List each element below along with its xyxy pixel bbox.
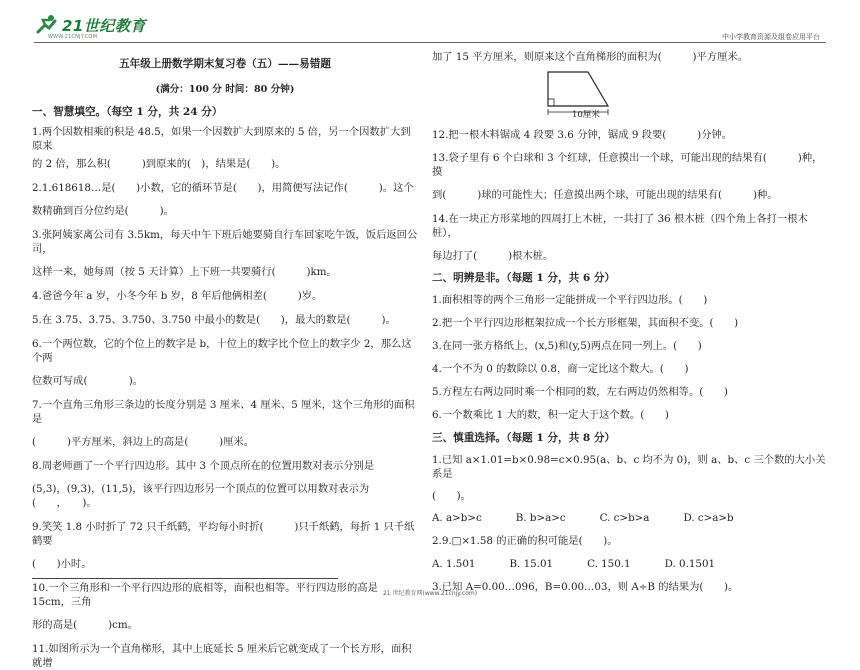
question-line: 7.一个直角三角形三条边的长度分别是 3 厘米、4 厘米、5 厘米，这个三角形的面积是 <box>32 399 415 425</box>
question-line: 11.如图所示为一个直角梯形，其中上底延长 5 厘米后它就变成了一个长方形，面积就增 <box>32 643 412 669</box>
question-line: 4.爸爸今年 a 岁，小冬今年 b 岁，8 年后他俩相差( )岁。 <box>32 290 323 302</box>
page-header <box>0 0 860 42</box>
judge-item: 4.一个不为 0 的数除以 0.8，商一定比这个数大。( ) <box>432 363 689 375</box>
right-column <box>432 50 832 594</box>
judge-item: 6.一个数乘比 1 大的数，积一定大于这个数。( ) <box>432 409 669 421</box>
option-b: B. 15.01 <box>509 558 554 570</box>
footer-divider <box>32 578 338 579</box>
question-line: 2.1.618618…是( )小数，它的循环节是( )，用简便写法记作( )。这个 <box>32 182 414 194</box>
option-b: B. b>a>c <box>515 512 566 524</box>
option-c: C. 150.1 <box>587 558 631 570</box>
brand-logo-text: 21世纪教育 <box>62 16 146 35</box>
option-a: A. 1.501 <box>432 558 476 570</box>
page-footer: 21 世纪教育网(www.21cnjy.com) <box>382 590 478 597</box>
option-a: A. a>b>c <box>432 512 482 524</box>
question-line: 12.把一根木料锯成 4 段要 3.6 分钟，锯成 9 段要( )分钟。 <box>432 129 733 141</box>
question-line: 9.笑笑 1.8 小时折了 72 只千纸鹤，平均每小时折( )只千纸鹤，每折 1 只千纸鹤要 <box>32 521 415 547</box>
question-line: ( )小时。 <box>32 558 92 570</box>
question-line: 的 2 倍，那么积( )到原来的( )，结果是( )。 <box>32 158 286 170</box>
section-heading-choose: 三、慎重选择。（每题 1 分，共 8 分） <box>432 432 616 444</box>
question-line: 8.周老师画了一个平行四边形。其中 3 个顶点所在的位置用数对表示分别是 <box>32 460 375 472</box>
question-line: 14.在一块正方形菜地的四周打上木桩，一共打了 36 根木桩（四个角上各打一根木桩）， <box>432 213 808 239</box>
question-line: 这样一来，她每周（按 5 天计算）上下班一共要骑行( )km。 <box>32 266 337 278</box>
choice-question-end: ( )。 <box>432 490 471 502</box>
question-line: 10.一个三角形和一个平行四边形的底相等，面积也相等。平行四边形的高是 15cm，三角 <box>32 582 378 608</box>
choice-options <box>432 511 832 525</box>
question-line: 到( )球的可能性大；任意摸出两个球，可能出现的结果有( )种。 <box>432 189 778 201</box>
choice-questions <box>432 453 832 594</box>
section-heading-fill: 一、智慧填空。（每空 1 分，共 24 分） <box>32 106 223 118</box>
brand-logo-subtext: WWW.21CNJY.COM <box>48 34 98 40</box>
option-d: D. c>a>b <box>683 512 734 524</box>
judge-item: 5.方程左右两边同时乘一个相同的数，左右两边仍然相等。( ) <box>432 386 728 398</box>
paper-title: 五年级上册数学期末复习卷（五）——易错题 <box>119 58 331 70</box>
fill-questions-right <box>432 128 832 263</box>
question-line: 5.在 3.75、3.75、3.750、3.750 中最小的数是( )，最大的数是( )。 <box>32 314 396 326</box>
left-column <box>32 50 418 670</box>
question-line: 加了 15 平方厘米，则原来这个直角梯形的面积为( )平方厘米。 <box>432 51 748 63</box>
question-line: 数精确到百分位约是( )。 <box>32 205 174 217</box>
brand-logo <box>34 14 146 36</box>
judge-item: 2.把一个平行四边形框架拉成一个长方形框架，其面积不变。( ) <box>432 317 739 329</box>
judge-item: 3.在同一张方格纸上，(x,5)和(y,5)两点在同一列上。( ) <box>432 340 702 352</box>
platform-name: 中小学教育资源及组卷应用平台 <box>722 33 820 41</box>
question-line: 位数可写成( )。 <box>32 375 144 387</box>
question-line: 3.张阿姨家离公司有 3.5km，每天中午下班后她要骑自行车回家吃午饭，饭后返回公司， <box>32 229 418 255</box>
question-line: 1.两个因数相乘的积是 48.5，如果一个因数扩大到原来的 5 倍，另一个因数扩大到原来 <box>32 126 411 152</box>
choice-options <box>432 557 832 571</box>
judge-item: 1.面积相等的两个三角形一定能拼成一个平行四边形。( ) <box>432 294 708 306</box>
question-line: 13.袋子里有 6 个白球和 3 个红球，任意摸出一个球，可能出现的结果有( )种，摸 <box>432 152 823 178</box>
choice-question: 2.9.□×1.58 的正确的积可能是( )。 <box>432 535 618 547</box>
question-line: ( )平方厘米，斜边上的高是( )厘米。 <box>32 436 255 448</box>
option-d: D. 0.1501 <box>664 558 716 570</box>
runner-logo-icon <box>34 14 60 36</box>
choice-question: 1.已知 a×1.01=b×0.98=c×0.95(a、b、c 均不为 0)，则 a、b、c 三个数的大小关系是 <box>432 454 826 480</box>
trapezoid-figure <box>432 68 832 122</box>
section-heading-judge: 二、明辨是非。（每题 1 分，共 6 分） <box>432 272 616 284</box>
header-divider <box>34 42 826 43</box>
option-c: C. c>b>a <box>599 512 650 524</box>
paper-subtitle: (满分：100 分 时间：80 分钟) <box>155 84 295 95</box>
question-line: (5,3)，(9,3)，(11,5)，该平行四边形另一个顶点的位置可以用数对表示为( ， )。 <box>32 483 370 509</box>
question-line: 每边打了( )根木桩。 <box>432 250 554 262</box>
judge-questions <box>432 293 832 422</box>
question-line: 6.一个两位数，它的个位上的数字是 b，十位上的数字比个位上的数字少 2，那么这个两 <box>32 338 412 364</box>
choice-question: 3.已知 A=0.00…096，B=0.00…03，则 A÷B 的结果为( )。 <box>432 581 739 593</box>
question-line: 形的高是( )cm。 <box>32 619 138 631</box>
figure-base-label: 10厘米 <box>572 110 600 120</box>
